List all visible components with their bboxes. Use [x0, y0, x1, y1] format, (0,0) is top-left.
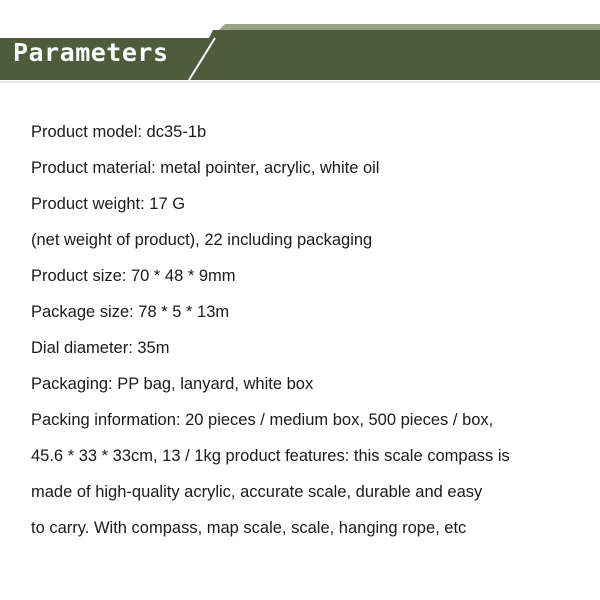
section-title: Parameters [13, 38, 169, 67]
section-header-banner [0, 0, 600, 90]
features-line: made of high-quality acrylic, accurate scale, durable and easy [31, 483, 483, 501]
packaging-line: Packaging: PP bag, lanyard, white box [31, 375, 314, 393]
packing-dimensions-line: 45.6 * 33 * 33cm, 13 / 1kg product features: this scale compass is [31, 447, 510, 465]
dial-diameter-line: Dial diameter: 35m [31, 339, 170, 357]
banner-light-stripe [219, 24, 600, 30]
product-material-line: Product material: metal pointer, acrylic, white oil [31, 159, 380, 177]
product-model-line: Product model: dc35-1b [31, 123, 207, 141]
net-weight-line: (net weight of product), 22 including packaging [31, 231, 373, 249]
features-continued-line: to carry. With compass, map scale, scale, hanging rope, etc [31, 519, 467, 537]
package-size-line: Package size: 78 * 5 * 13m [31, 303, 230, 321]
packing-information-line: Packing information: 20 pieces / medium box, 500 pieces / box, [31, 411, 494, 429]
product-weight-line: Product weight: 17 G [31, 195, 186, 213]
product-size-line: Product size: 70 * 48 * 9mm [31, 267, 236, 285]
parameters-text-block [31, 120, 591, 552]
